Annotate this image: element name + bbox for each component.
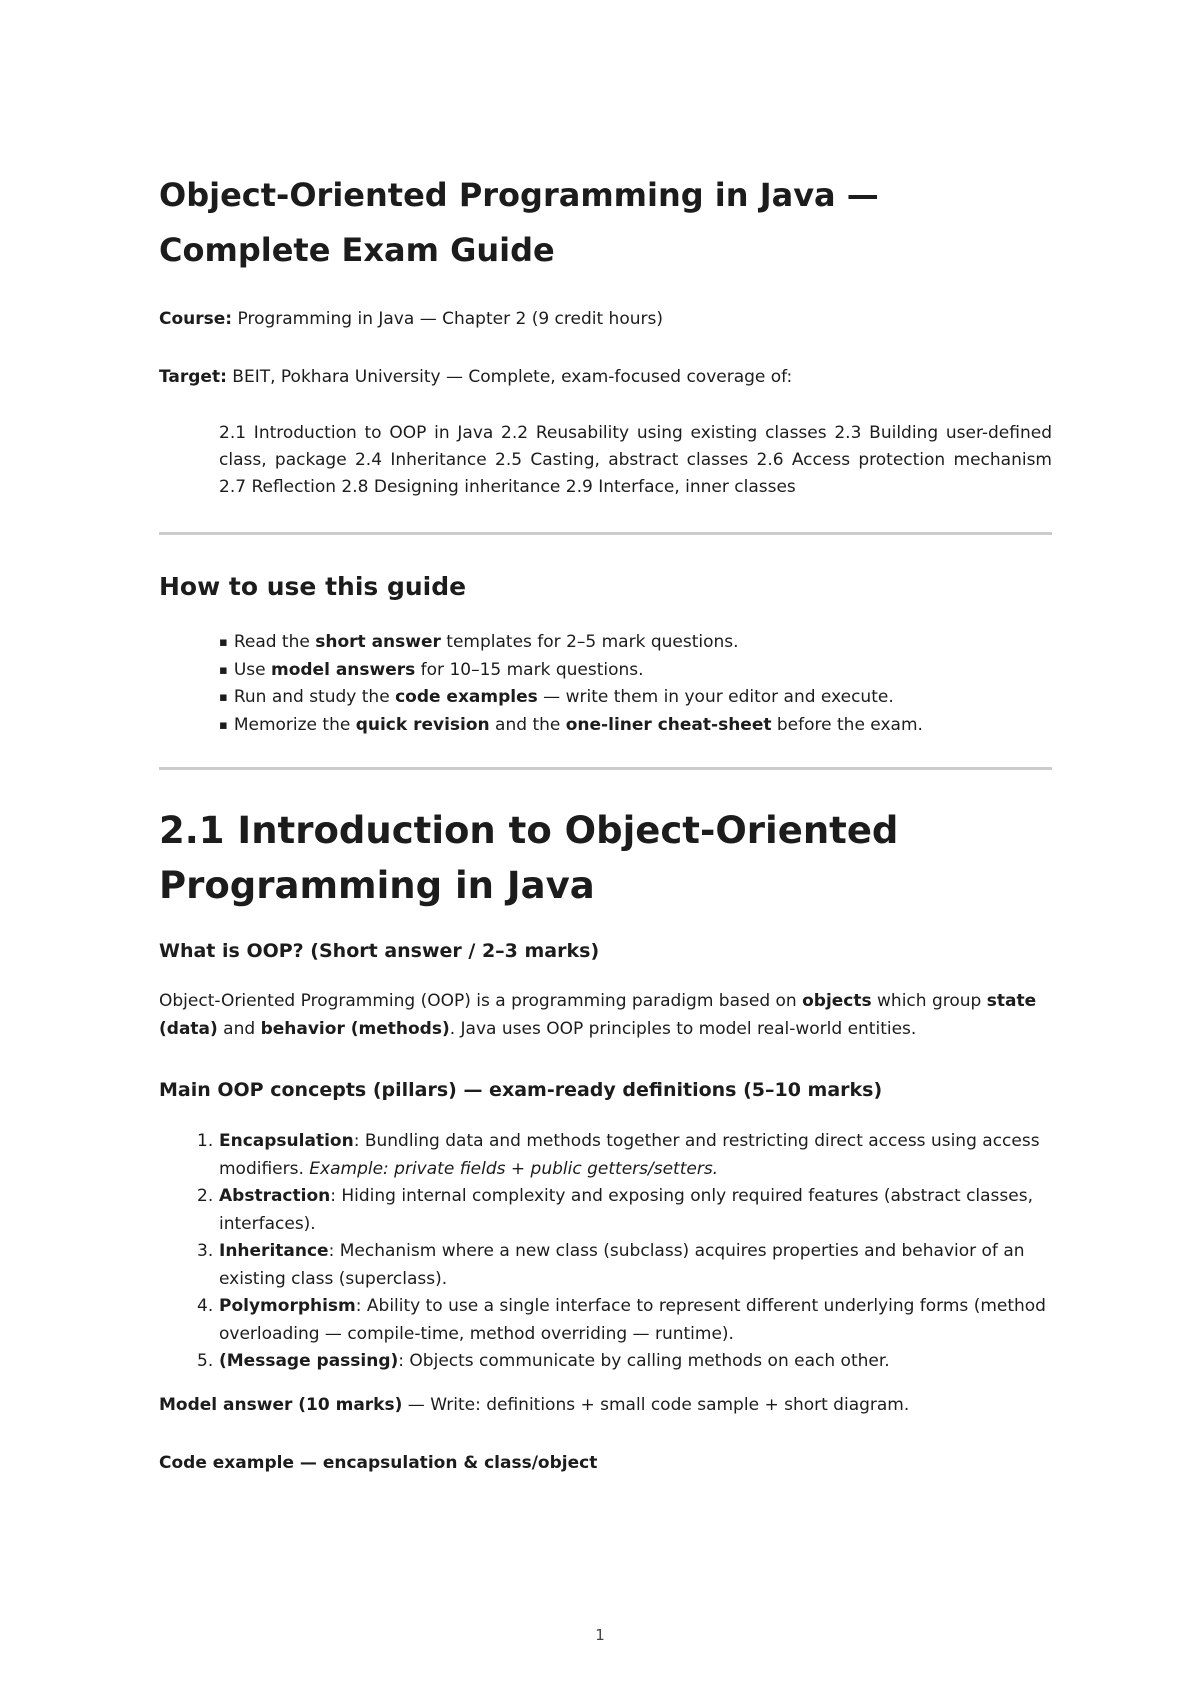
- course-label: Course:: [159, 309, 233, 329]
- coverage-list: 2.1 Introduction to OOP in Java 2.2 Reusability using existing classes 2.3 Building user-defined class, package 2.4 Inheritance 2.5 Casting, abstract classes 2.6 Access protection mechanism 2.7 Reflection 2.8 Designing inheritance 2.9 Interface, inner classes: [219, 423, 1052, 497]
- model-answer-note: Model answer (10 marks) — Write: definitions + small code sample + short diagram.: [159, 1395, 910, 1415]
- list-item: 2. Abstraction: Hiding internal complexity and exposing only required features (abstract classes, interfaces).: [197, 1186, 1033, 1234]
- divider: [159, 767, 1052, 770]
- section-2-1-heading: 2.1 Introduction to Object-Oriented Programming in Java: [159, 809, 899, 907]
- what-is-oop-text: Object-Oriented Programming (OOP) is a programming paradigm based on objects which group state (data) and behavior (methods). Java uses OOP principles to model real-world entities.: [159, 991, 1037, 1039]
- code-example-heading: Code example — encapsulation & class/object: [159, 1453, 598, 1473]
- document-title: Object-Oriented Programming in Java — Complete Exam Guide: [159, 176, 879, 269]
- list-item: ▪ Read the short answer templates for 2–5 mark questions.: [219, 629, 923, 657]
- list-item: ▪ Memorize the quick revision and the one-liner cheat-sheet before the exam.: [219, 712, 923, 740]
- page-number: 1: [595, 1626, 605, 1644]
- course-value: Programming in Java — Chapter 2 (9 credit hours): [237, 309, 663, 329]
- target-line: [159, 365, 792, 389]
- list-item: 5. (Message passing): Objects communicate by calling methods on each other.: [197, 1351, 890, 1371]
- pillars-list: [197, 1128, 1052, 1376]
- how-to-heading: How to use this guide: [159, 572, 467, 601]
- pillars-heading: Main OOP concepts (pillars) — exam-ready definitions (5–10 marks): [159, 1079, 883, 1101]
- list-item: ▪ Run and study the code examples — write them in your editor and execute.: [219, 684, 923, 712]
- target-label: Target:: [159, 367, 227, 387]
- course-line: [159, 307, 663, 331]
- list-item: 4. Polymorphism: Ability to use a single interface to represent different underlying forms (method overloading — compile-time, method overriding — runtime).: [197, 1296, 1046, 1344]
- list-item: 3. Inheritance: Mechanism where a new class (subclass) acquires properties and behavior of an existing class (superclass).: [197, 1241, 1025, 1289]
- divider: [159, 532, 1052, 535]
- how-to-list: [219, 629, 923, 739]
- list-item: ▪ Use model answers for 10–15 mark questions.: [219, 657, 923, 685]
- what-is-oop-heading: What is OOP? (Short answer / 2–3 marks): [159, 940, 600, 962]
- list-item: 1. Encapsulation: Bundling data and methods together and restricting direct access using access modifiers. Example: private fields + public getters/setters.: [197, 1131, 1040, 1179]
- target-value: BEIT, Pokhara University — Complete, exam-focused coverage of:: [232, 367, 793, 387]
